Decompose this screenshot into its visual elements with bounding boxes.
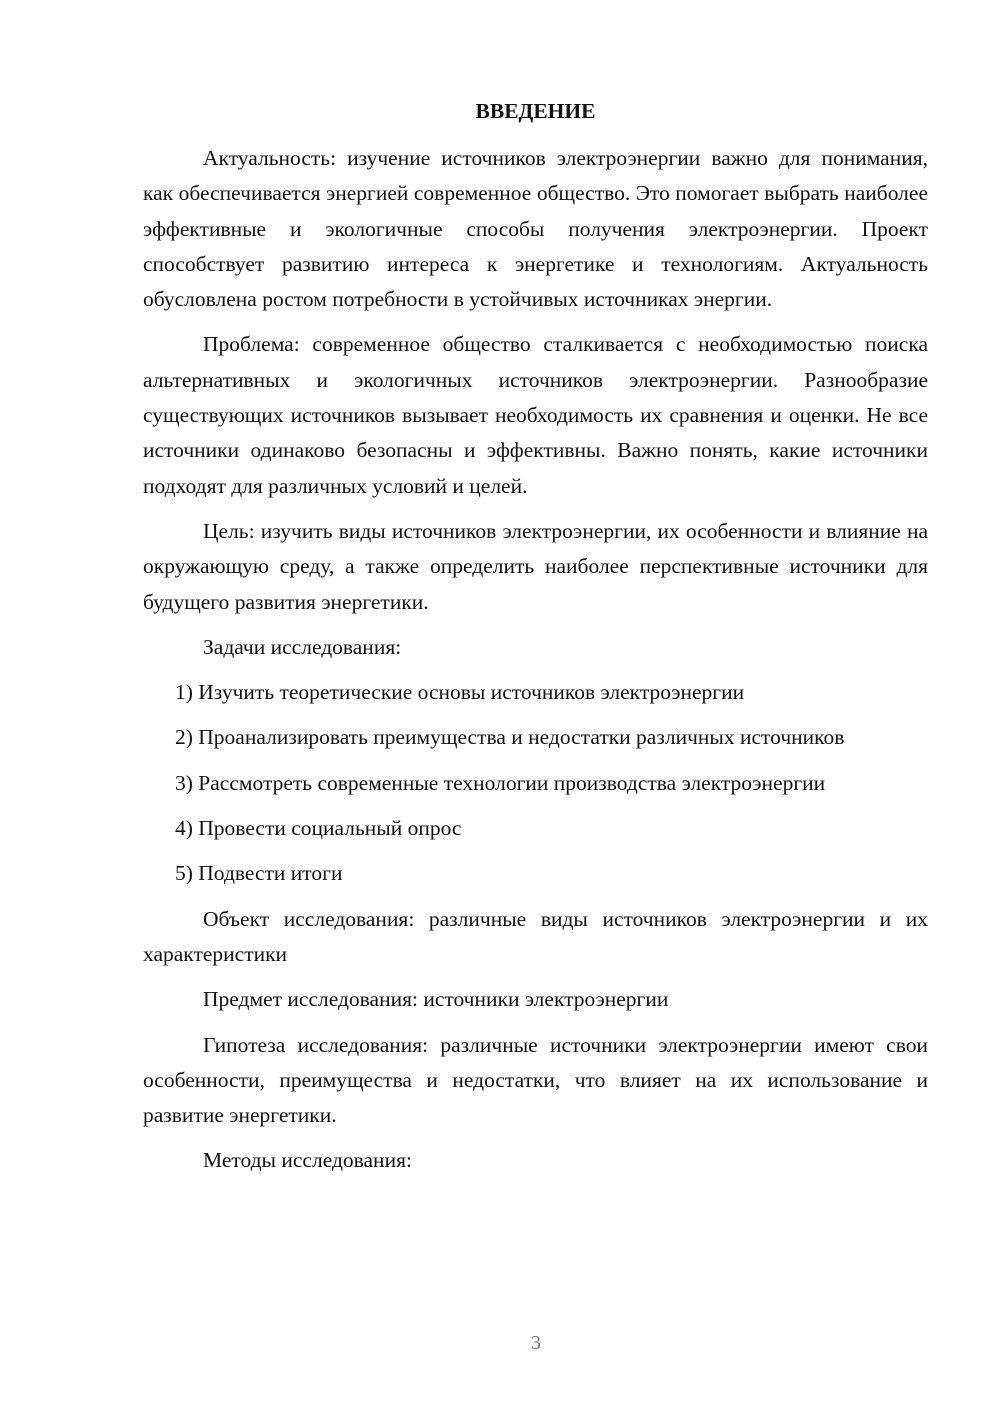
object-paragraph: Объект исследования: различные виды источников электроэнергии и их характеристики <box>143 906 928 966</box>
subject-paragraph: Предмет исследования: источники электроэнергии <box>203 987 669 1012</box>
section-heading: ВВЕДЕНИЕ <box>475 99 596 123</box>
task-item-2: 2) Проанализировать преимущества и недостатки различных источников <box>175 725 845 750</box>
page-content <box>143 94 928 1189</box>
tasks-intro: Задачи исследования: <box>203 634 402 659</box>
task-item-1: 1) Изучить теоретические основы источников электроэнергии <box>175 680 745 705</box>
goal-paragraph: Цель: изучить виды источников электроэнергии, их особенности и влияние на окружающую среду, а также определить наиболее перспективные источники для будущего развития энергетики. <box>143 518 928 614</box>
task-item-5: 5) Подвести итоги <box>175 861 343 886</box>
problem-paragraph: Проблема: современное общество сталкивается с необходимостью поиска альтернативных и экологичных источников электроэнергии. Разнообразие существующих источников вызывает необходимость их сравнения и оценки. Не все источники одинаково безопасны и эффективны. Важно понять, какие источники подходят для различных условий и целей. <box>143 332 928 498</box>
relevance-paragraph: Актуальность: изучение источников электроэнергии важно для понимания, как обеспечивается энергией современное общество. Это помогает выбрать наиболее эффективные и экологичные способы получения электроэнергии. Проект способствует развитию интереса к энергетике и технологиям. Актуальность обусловлена ростом потребности в устойчивых источниках энергии. <box>143 146 928 312</box>
hypothesis-paragraph: Гипотеза исследования: различные источники электроэнергии имеют свои особенности, преимущества и недостатки, что влияет на их использование и развитие энергетики. <box>143 1032 928 1128</box>
task-item-4: 4) Провести социальный опрос <box>175 816 462 841</box>
page-number: 3 <box>531 1332 541 1354</box>
methods-intro: Методы исследования: <box>203 1148 412 1173</box>
task-item-3: 3) Рассмотреть современные технологии производства электроэнергии <box>175 770 826 795</box>
